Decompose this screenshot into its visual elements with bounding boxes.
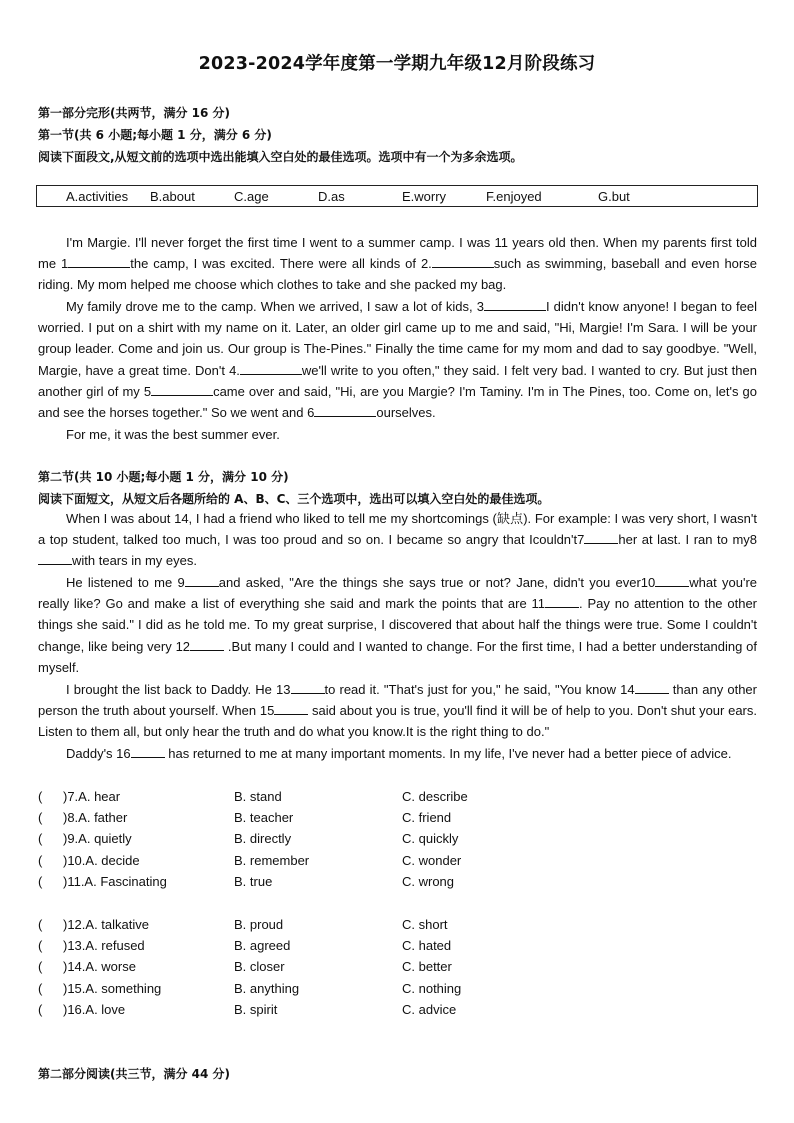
question-row-16[interactable] bbox=[38, 1002, 758, 1022]
part2-heading: 第二部分阅读(共三节，满分 44 分) bbox=[38, 1067, 231, 1081]
passage1-paragraph bbox=[38, 296, 757, 423]
option-c-text[interactable]: C. advice bbox=[402, 1002, 457, 1017]
word-options-box bbox=[36, 185, 758, 207]
question-row-9[interactable] bbox=[38, 831, 758, 851]
option-b: B.about bbox=[150, 189, 195, 204]
option-c-text[interactable]: C. hated bbox=[402, 938, 452, 953]
passage1-paragraph bbox=[38, 232, 757, 296]
question-row-11[interactable] bbox=[38, 874, 758, 894]
passage-text: He listened to me 9 bbox=[66, 575, 185, 590]
option-c: C.age bbox=[234, 189, 269, 204]
option-a-text[interactable]: )14.A. worse bbox=[63, 959, 136, 974]
option-b-text[interactable]: B. directly bbox=[234, 831, 292, 846]
option-g: G.but bbox=[598, 189, 630, 204]
answer-paren[interactable]: ( bbox=[38, 789, 43, 804]
answer-blank[interactable] bbox=[432, 255, 494, 268]
passage-text: ourselves. bbox=[376, 405, 436, 421]
option-c-text[interactable]: C. friend bbox=[402, 810, 452, 825]
passage-text: what you're really like? Go and make a list of everything she said and mark the points that are 11 bbox=[38, 575, 758, 612]
passage-text: My family drove me to the camp. When we arrived, I saw a lot of kids, 3 bbox=[66, 299, 484, 314]
option-c-text[interactable]: C. describe bbox=[402, 789, 468, 804]
option-b-text[interactable]: B. agreed bbox=[234, 938, 291, 953]
passage-text: .But many I could and I wanted to change. For the first time, I had a better understanding of myself. bbox=[38, 638, 757, 675]
section2-heading: 第二节(共 10 小题;每小题 1 分，满分 10 分) bbox=[38, 470, 289, 484]
answer-paren[interactable]: ( bbox=[38, 938, 43, 953]
answer-blank[interactable] bbox=[68, 255, 130, 268]
answer-blank[interactable] bbox=[584, 531, 618, 544]
passage-text: Daddy's 16 bbox=[66, 746, 131, 761]
passage-text: to read it. "That's just for you," he said, "You know 14 bbox=[324, 682, 635, 697]
answer-blank[interactable] bbox=[190, 638, 224, 651]
option-b-text[interactable]: B. stand bbox=[234, 789, 282, 804]
option-b-text[interactable]: B. closer bbox=[234, 959, 285, 974]
option-b-text[interactable]: B. proud bbox=[234, 917, 284, 932]
option-b-text[interactable]: B. anything bbox=[234, 981, 300, 996]
part1-heading: 第一部分完形(共两节，满分 16 分) bbox=[38, 106, 231, 120]
passage-text: has returned to me at many important moments. In my life, I've never had a better piece of advice. bbox=[164, 746, 732, 761]
passage-text: I'm Margie. I'll never forget the first time I went to a summer camp. I was 11 years old then. When my parents first told me 1 bbox=[38, 235, 757, 272]
option-c-text[interactable]: C. short bbox=[402, 917, 448, 932]
answer-paren[interactable]: ( bbox=[38, 853, 43, 868]
option-b-text[interactable]: B. teacher bbox=[234, 810, 294, 825]
option-c-text[interactable]: C. wrong bbox=[402, 874, 455, 889]
passage-text: said about you is true, you'll find it will be of help to you. Don't shut your ears. Listen to them all, but only hear the truth and do what you know.It is the right thing to do." bbox=[38, 703, 758, 740]
passage-text: When I was about 14, I had a friend who liked to tell me my shortcomings (缺点). For example: I was very short, I wasn't a top student, talked too much, I was too proud and so on. I became so angry that Icouldn't7 bbox=[38, 511, 757, 548]
passage-text: her at last. I ran to my8 bbox=[618, 532, 758, 548]
question-row-13[interactable] bbox=[38, 938, 758, 958]
answer-paren[interactable]: ( bbox=[38, 981, 43, 996]
passage2-paragraph bbox=[38, 679, 757, 743]
option-a-text[interactable]: )15.A. something bbox=[63, 981, 162, 996]
option-e: E.worry bbox=[402, 189, 447, 204]
answer-blank[interactable] bbox=[635, 681, 669, 694]
option-c-text[interactable]: C. better bbox=[402, 959, 452, 974]
passage-text: we'll write to you often," they said. I felt very bad. I wanted to cry. But just then another girl of my 5 bbox=[38, 362, 757, 399]
option-f: F.enjoyed bbox=[486, 189, 542, 204]
option-a-text[interactable]: )7.A. hear bbox=[63, 789, 121, 804]
option-a-text[interactable]: )10.A. decide bbox=[63, 853, 140, 868]
answer-blank[interactable] bbox=[655, 574, 689, 587]
answer-blank[interactable] bbox=[151, 383, 213, 396]
question-row-12[interactable] bbox=[38, 917, 758, 937]
passage-text: than any other person the truth about yourself. When 15 bbox=[38, 682, 757, 719]
option-a-text[interactable]: )16.A. love bbox=[63, 1002, 126, 1017]
answer-paren[interactable]: ( bbox=[38, 959, 43, 974]
answer-blank[interactable] bbox=[274, 702, 308, 715]
passage1-paragraph bbox=[38, 424, 757, 445]
option-b-text[interactable]: B. spirit bbox=[234, 1002, 278, 1017]
question-row-7[interactable] bbox=[38, 789, 758, 809]
answer-blank[interactable] bbox=[484, 298, 546, 311]
option-d: D.as bbox=[318, 189, 345, 204]
question-row-15[interactable] bbox=[38, 981, 758, 1001]
option-a-text[interactable]: )13.A. refused bbox=[63, 938, 145, 953]
option-a: A.activities bbox=[66, 189, 129, 204]
option-b-text[interactable]: B. remember bbox=[234, 853, 310, 868]
passage-text: with tears in my eyes. bbox=[72, 553, 197, 569]
passage-text: I brought the list back to Daddy. He 13 bbox=[66, 682, 291, 697]
option-a-text[interactable]: )12.A. talkative bbox=[63, 917, 149, 932]
answer-paren[interactable]: ( bbox=[38, 810, 43, 825]
question-row-14[interactable] bbox=[38, 959, 758, 979]
passage2-paragraph bbox=[38, 572, 757, 678]
passage-text: the camp, I was excited. There were all kinds of 2. bbox=[130, 256, 432, 272]
option-c-text[interactable]: C. wonder bbox=[402, 853, 462, 868]
answer-blank[interactable] bbox=[291, 681, 325, 694]
answer-blank[interactable] bbox=[131, 745, 165, 758]
option-a-text[interactable]: )9.A. quietly bbox=[63, 831, 132, 846]
question-row-8[interactable] bbox=[38, 810, 758, 830]
page-title: 2023-2024学年度第一学期九年级12月阶段练习 bbox=[198, 54, 596, 74]
passage-text: For me, it was the best summer ever. bbox=[66, 427, 280, 442]
answer-blank[interactable] bbox=[185, 574, 219, 587]
option-c-text[interactable]: C. nothing bbox=[402, 981, 462, 996]
answer-paren[interactable]: ( bbox=[38, 874, 43, 889]
passage-text: . Pay no attention to the other things she said." I did as he told me. To my great surprise, I discovered that about half the things were true. Some I couldn't change, like being very 12 bbox=[38, 596, 758, 654]
question-row-10[interactable] bbox=[38, 853, 758, 873]
answer-paren[interactable]: ( bbox=[38, 831, 43, 846]
answer-blank[interactable] bbox=[314, 404, 376, 417]
option-a-text[interactable]: )8.A. father bbox=[63, 810, 128, 825]
passage-text: such as swimming, baseball and even horse riding. My mom helped me choose which clothes to take and she packed my bag. bbox=[38, 256, 757, 293]
passage-text: came over and said, "Hi, are you Margie? I'm Taminy. I'm in The Pines, too. Come on, let's go and see the horses together." So we went and 6 bbox=[38, 383, 757, 421]
option-c-text[interactable]: C. quickly bbox=[402, 831, 459, 846]
section1-instruction: 阅读下面段文,从短文前的选项中选出能填入空白处的最佳选项。选项中有一个为多余选项。 bbox=[38, 150, 523, 164]
section1-heading: 第一节(共 6 小题;每小题 1 分，满分 6 分) bbox=[38, 128, 272, 142]
answer-paren[interactable]: ( bbox=[38, 1002, 43, 1017]
passage2-paragraph bbox=[38, 743, 757, 764]
option-a-text[interactable]: )11.A. Fascinating bbox=[63, 874, 167, 889]
section2-instruction: 阅读下面短文，从短文后各题所给的 A、B、C、三个选项中，选出可以填入空白处的最佳选项。 bbox=[38, 492, 550, 506]
passage-text: and asked, "Are the things she says true or not? Jane, didn't you ever10 bbox=[218, 575, 656, 590]
option-b-text[interactable]: B. true bbox=[234, 874, 273, 889]
answer-blank[interactable] bbox=[545, 595, 579, 608]
answer-blank[interactable] bbox=[240, 362, 302, 375]
passage-text: I didn't know anyone! I began to feel worried. I put on a shirt with my name on it. Later, an older girl came up to me and said, "Hi, Margie! I'm Sara. I will be your group leader. Come and join us. Our group is The-Pines." Finally the time came for my mom and dad to say goodbye. "Well, Margie, have a great time. Don't 4. bbox=[38, 299, 757, 378]
answer-paren[interactable]: ( bbox=[38, 917, 43, 932]
passage2-paragraph bbox=[38, 508, 757, 572]
answer-blank[interactable] bbox=[38, 552, 72, 565]
